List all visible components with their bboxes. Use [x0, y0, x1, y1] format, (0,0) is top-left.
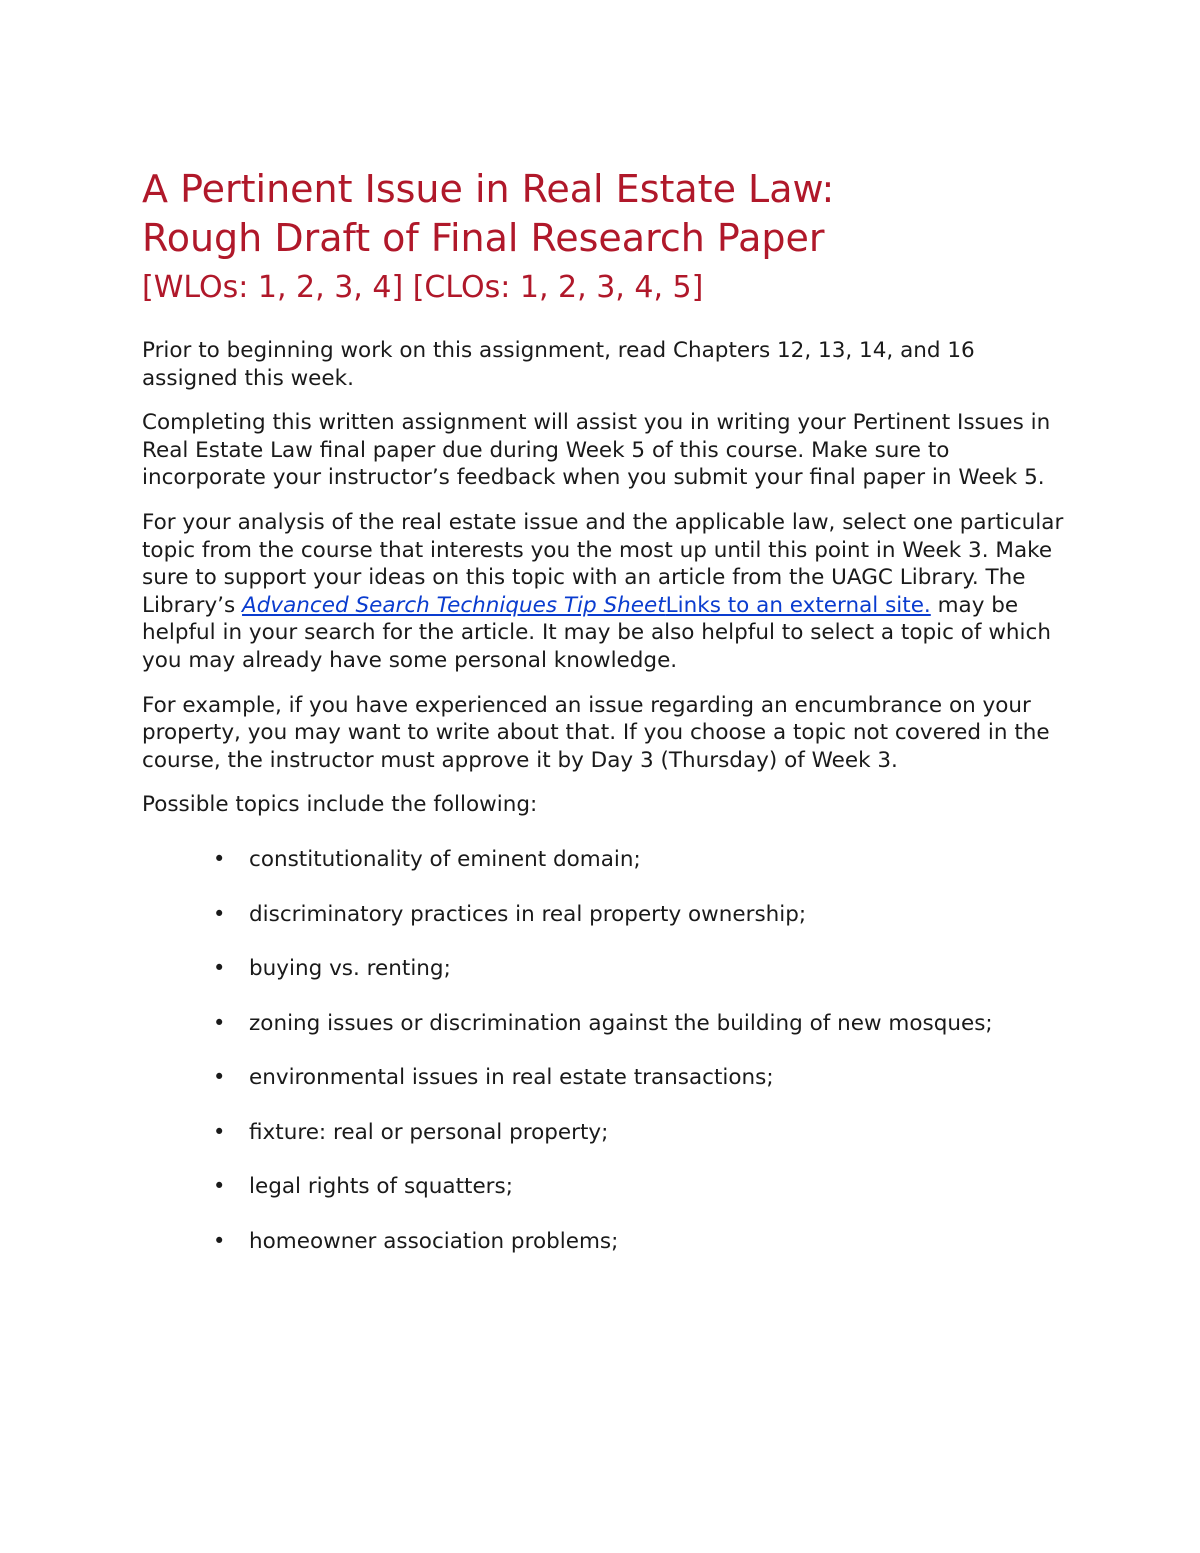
title-line-2: Rough Draft of Final Research Paper: [142, 216, 825, 260]
bullet-icon: •: [213, 956, 226, 981]
bullet-icon: •: [213, 901, 226, 926]
list-item-text: environmental issues in real estate transactions;: [249, 1065, 774, 1091]
paragraph-purpose: Completing this written assignment will assist you in writing your Pertinent Issues in Real Estate Law final paper due during Week 5 of this course. Make sure to incorporate your instructor’s feedback when you submit your final paper in Week 5.: [142, 410, 1051, 491]
paragraph-example: For example, if you have experienced an issue regarding an encumbrance on your property, you may want to write about that. If you choose a topic not covered in the course, the instructor must approve it by Day 3 (Thursday) of Week 3.: [142, 692, 1050, 773]
bullet-icon: •: [213, 1119, 226, 1144]
paragraph-topic-selection: [142, 509, 1065, 675]
topics-intro: Possible topics include the following:: [142, 792, 538, 818]
learning-outcomes: [WLOs: 1, 2, 3, 4] [CLOs: 1, 2, 3, 4, 5]: [142, 270, 704, 305]
bullet-icon: •: [213, 846, 226, 871]
list-item: [142, 901, 1065, 929]
list-item: [142, 955, 1065, 983]
document-body: [142, 337, 1065, 1256]
bullet-icon: •: [213, 1229, 226, 1254]
title-line-1: A Pertinent Issue in Real Estate Law:: [142, 167, 835, 211]
list-item: [142, 1228, 1065, 1256]
list-item: [142, 1010, 1065, 1038]
list-item: [142, 846, 1065, 874]
list-item-text: buying vs. renting;: [249, 956, 451, 982]
list-item: [142, 1064, 1065, 1092]
topics-list: [142, 846, 1065, 1256]
list-item-text: legal rights of squatters;: [249, 1174, 513, 1200]
bullet-icon: •: [213, 1174, 226, 1199]
tip-sheet-link[interactable]: [242, 593, 931, 618]
list-item-text: discriminatory practices in real property ownership;: [249, 901, 807, 927]
list-item-text: constitutionality of eminent domain;: [249, 846, 641, 872]
list-item: [142, 1173, 1065, 1201]
tip-sheet-link-title: Advanced Search Techniques Tip Sheet: [242, 592, 666, 618]
list-item-text: zoning issues or discrimination against the building of new mosques;: [249, 1010, 993, 1036]
list-item: [142, 1119, 1065, 1147]
bullet-icon: •: [213, 1010, 226, 1035]
paragraph-text-before-link: For your analysis of the real estate issue and the applicable law, select one particular topic from the course that interests you the most up until this point in Week 3. Make sure to support your ideas on this topic with an article from the UAGC Library. The Library’s: [142, 509, 1064, 618]
external-link-notice: Links to an external site.: [665, 592, 931, 618]
paragraph-text-after-link: may be helpful in your search for the article. It may be also helpful to select a topic of which you may already have some personal knowledge.: [142, 592, 1051, 673]
paragraph-reading: Prior to beginning work on this assignment, read Chapters 12, 13, 14, and 16 assigned this week.: [142, 338, 975, 391]
bullet-icon: •: [213, 1065, 226, 1090]
list-item-text: homeowner association problems;: [249, 1229, 619, 1255]
document-title: [142, 165, 1065, 263]
list-item-text: fixture: real or personal property;: [249, 1119, 609, 1145]
